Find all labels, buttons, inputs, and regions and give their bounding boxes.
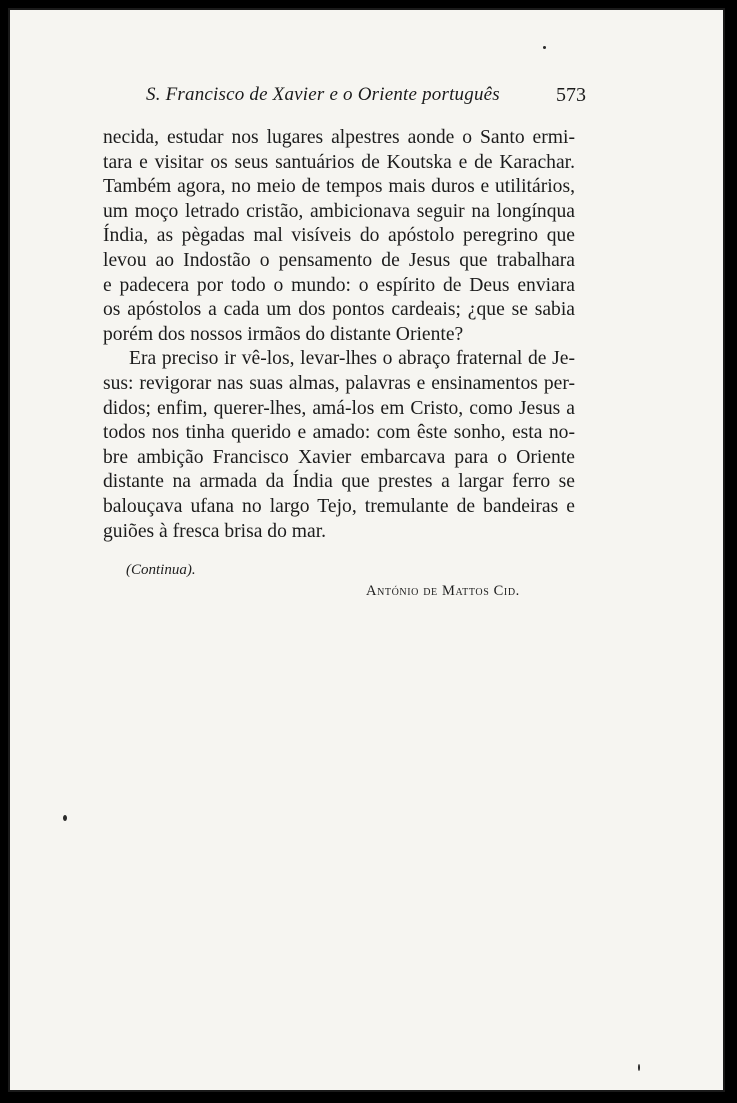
text-line: todos nos tinha querido e amado: com êste sonho, esta no- bbox=[103, 422, 575, 444]
body-text bbox=[103, 126, 575, 544]
text-line: Índia, as pègadas mal visíveis do apóstolo peregrino que bbox=[103, 225, 575, 247]
text-line: Também agora, no meio de tempos mais duros e utilitários, bbox=[103, 176, 575, 198]
print-speck bbox=[63, 815, 67, 821]
text-line: distante na armada da Índia que prestes a largar ferro se bbox=[103, 471, 575, 493]
book-page bbox=[8, 8, 725, 1092]
text-line: bre ambição Francisco Xavier embarcava para o Oriente bbox=[103, 446, 575, 468]
text-line: tara e visitar os seus santuários de Koutska e de Karachar. bbox=[103, 151, 575, 173]
text-line: os apóstolos a cada um dos pontos cardeais; ¿que se sabia bbox=[103, 299, 575, 321]
text-line: levou ao Indostão o pensamento de Jesus que trabalhara bbox=[103, 249, 575, 271]
author-signature: António de Mattos Cid. bbox=[366, 583, 520, 599]
running-title: S. Francisco de Xavier e o Oriente português bbox=[146, 84, 500, 105]
text-line: um moço letrado cristão, ambicionava seguir na longínqua bbox=[103, 200, 575, 222]
continuation-note: (Continua). bbox=[126, 562, 196, 578]
text-line: sus: revigorar nas suas almas, palavras e ensinamentos per- bbox=[103, 372, 575, 394]
text-line: necida, estudar nos lugares alpestres aonde o Santo ermi- bbox=[103, 127, 575, 148]
page-number: 573 bbox=[556, 84, 586, 106]
paragraph-end-line: porém dos nossos irmãos do distante Oriente? bbox=[103, 323, 464, 345]
text-line: didos; enfim, querer-lhes, amá-los em Cristo, como Jesus a bbox=[103, 397, 575, 419]
paragraph-end-line: guiões à fresca brisa do mar. bbox=[103, 520, 327, 542]
print-speck bbox=[638, 1064, 640, 1071]
paragraph-start-line: Era preciso ir vê-los, levar-lhes o abraço fraternal de Je- bbox=[129, 348, 575, 370]
print-speck bbox=[543, 46, 546, 49]
running-head bbox=[146, 84, 586, 114]
text-line: e padecera por todo o mundo: o espírito de Deus enviara bbox=[103, 274, 575, 296]
text-line: balouçava ufana no largo Tejo, tremulante de bandeiras e bbox=[103, 495, 575, 517]
